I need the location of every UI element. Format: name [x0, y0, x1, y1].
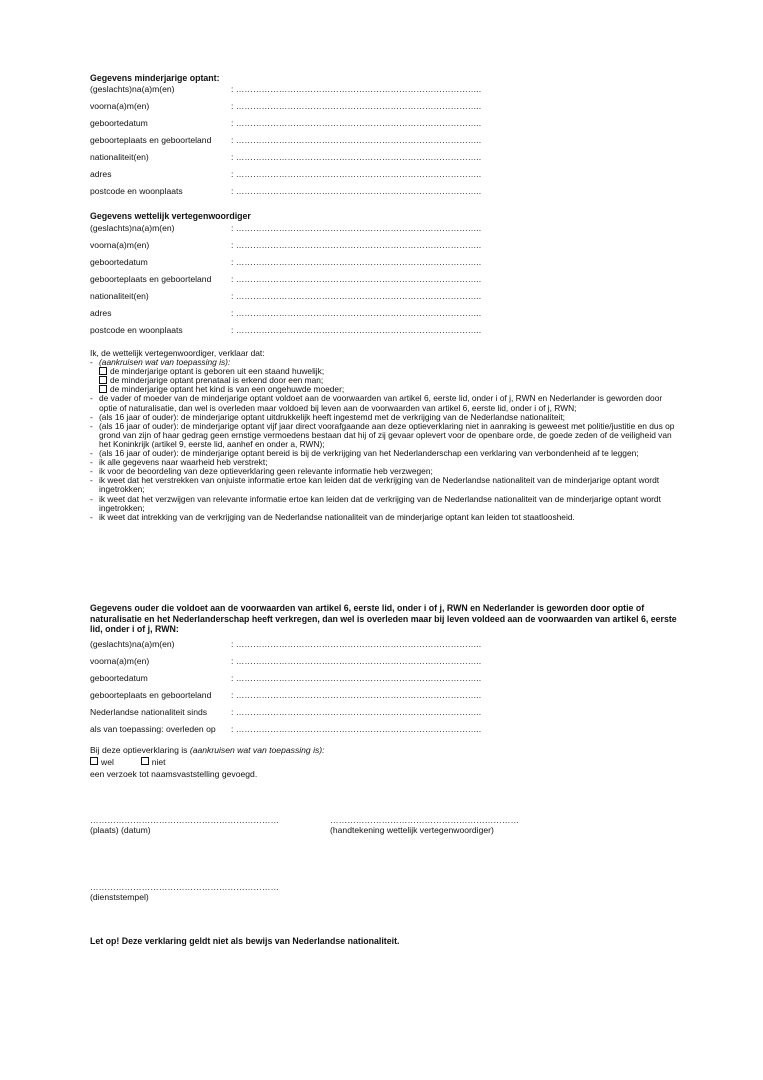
option-label: de minderjarige optant is geboren uit een staand huwelijk; [110, 366, 325, 377]
parent-field-row [90, 689, 481, 701]
declaration-items [90, 394, 680, 521]
declaration-item-text: de vader of moeder van de minderjarige optant voldoet aan de voorwaarden van artikel 6, eerste lid, onder i of j, RWN en Nederlander is geworden door optie of naturalisatie, dan wel is overleden maar voldoed bij leven aan de voorwaarden van artikel 6, eerste lid, onder i of j, RWN; [99, 393, 663, 413]
dash-marker: - [90, 448, 93, 459]
declaration-item-text: (als 16 jaar of ouder): de minderjarige optant vijf jaar direct voorafgaande aan deze optieverklaring niet in aanraking is geweest met politie/justitie en dus op grond van zijn of haar gedrag geen ernstige vermoedens bestaan dat hij of zij gevaar oplevert voor de openbare orde, de goede zeden of de veiligheid van het Koninkrijk (artikel 9, eerste lid, aanhef en onder a, RWN); [99, 420, 675, 449]
option-yes-label: wel [101, 757, 114, 767]
field-input-line[interactable]: : ………………………………………………………………………….. [231, 690, 482, 700]
option-label: de minderjarige optant prenataal is erkend door een man; [110, 375, 324, 386]
declaration-block [90, 349, 680, 522]
field-input-line[interactable]: : ………………………………………………………………………….. [231, 186, 482, 196]
parent-field-row [90, 655, 481, 667]
checkbox-icon[interactable] [99, 367, 107, 375]
minor-field-row [90, 185, 481, 197]
field-input-line[interactable]: : ………………………………………………………………………….. [231, 673, 482, 683]
parent-field-row [90, 706, 481, 718]
checkbox-icon[interactable] [99, 376, 107, 384]
representative-field-row [90, 222, 481, 234]
notice-text: Let op! Deze verklaring geldt niet als bewijs van Nederlandse nationaliteit. [90, 936, 400, 946]
field-input-line[interactable]: : ………………………………………………………………………….. [231, 308, 482, 318]
field-input-line[interactable]: : ………………………………………………………………………….. [231, 274, 482, 284]
field-label: Nederlandse nationaliteit sinds [90, 707, 208, 717]
minor-field-row [90, 168, 481, 180]
field-input-line[interactable]: : ………………………………………………………………………….. [231, 118, 482, 128]
field-label: voorna(a)m(en) [90, 101, 150, 111]
dash-marker: - [90, 511, 93, 522]
declaration-item-text: ik alle gegevens naar waarheid heb verstrekt; [99, 457, 268, 468]
field-input-line[interactable]: : ………………………………………………………………………….. [231, 724, 482, 734]
name-request-options [90, 757, 166, 768]
declaration-intro: Ik, de wettelijk vertegenwoordiger, verklaar dat: [90, 348, 265, 358]
dash-marker: - [90, 411, 93, 422]
representative-field-row [90, 273, 481, 285]
field-label: (geslachts)na(a)m(en) [90, 639, 175, 649]
field-label: geboortedatum [90, 257, 148, 267]
field-input-line[interactable]: : ………………………………………………………………………….. [231, 240, 482, 250]
field-input-line[interactable]: : ………………………………………………………………………….. [231, 135, 482, 145]
dash-marker: - [90, 420, 93, 431]
field-label: geboorteplaats en geboorteland [90, 690, 212, 700]
field-label: geboortedatum [90, 118, 148, 128]
field-label: adres [90, 308, 112, 318]
minor-field-row [90, 151, 481, 163]
declaration-item [90, 476, 680, 494]
declaration-item-text: ik weet dat intrekking van de verkrijging van de Nederlandse nationaliteit van de minderjarige optant kan leiden tot staatloosheid. [99, 511, 575, 522]
name-request-suffix: een verzoek tot naamsvaststelling gevoegd. [90, 769, 258, 779]
field-label: postcode en woonplaats [90, 186, 183, 196]
representative-field-row [90, 290, 481, 302]
field-label: (geslachts)na(a)m(en) [90, 84, 175, 94]
stamp-line[interactable]: ………………………………………………………… [90, 882, 280, 892]
option-yes[interactable] [90, 757, 114, 767]
representative-field-row [90, 324, 481, 336]
declaration-item [90, 495, 680, 513]
field-label: adres [90, 169, 112, 179]
representative-field-row [90, 239, 481, 251]
declaration-item-text: ik voor de beoordeling van deze optieverklaring geen relevante informatie heb verzwegen; [99, 466, 433, 477]
representative-section-heading: Gegevens wettelijk vertegenwoordiger [90, 211, 251, 221]
minor-field-row [90, 117, 481, 129]
minor-field-row [90, 134, 481, 146]
field-input-line[interactable]: : ………………………………………………………………………….. [231, 152, 482, 162]
minor-field-row [90, 83, 481, 95]
field-input-line[interactable]: : ………………………………………………………………………….. [231, 101, 482, 111]
name-request-prefix: Bij deze optieverklaring is [90, 745, 188, 755]
declaration-item-text: ik weet dat het verstrekken van onjuiste informatie ertoe kan leiden dat de verkrijging van de Nederlandse nationaliteit van de minderjarige optant wordt ingetrokken; [99, 475, 660, 495]
field-input-line[interactable]: : ………………………………………………………………………….. [231, 84, 482, 94]
field-input-line[interactable]: : ………………………………………………………………………….. [231, 223, 482, 233]
option-no[interactable] [141, 757, 166, 767]
field-label: geboortedatum [90, 673, 148, 683]
field-input-line[interactable]: : ………………………………………………………………………….. [231, 291, 482, 301]
field-input-line[interactable]: : ………………………………………………………………………….. [231, 169, 482, 179]
declaration-item-text: (als 16 jaar of ouder): de minderjarige optant bereid is bij de verkrijging van het Nederlanderschap een verklaring van verbondenheid af te leggen; [99, 448, 639, 459]
field-input-line[interactable]: : ………………………………………………………………………….. [231, 257, 482, 267]
option-no-label: niet [151, 757, 166, 767]
dash-marker: - [90, 466, 93, 477]
name-request-line [90, 745, 325, 756]
place-date-label: (plaats) (datum) [90, 825, 151, 835]
parent-field-row [90, 638, 481, 650]
minor-field-row [90, 100, 481, 112]
dash-marker: - [90, 457, 93, 468]
field-label: (geslachts)na(a)m(en) [90, 223, 175, 233]
declaration-item-text: (als 16 jaar of ouder): de minderjarige optant uitdrukkelijk heeft ingestemd met de verkrijging van de Nederlandse nationaliteit; [99, 411, 566, 422]
parent-field-row [90, 672, 481, 684]
parent-field-row [90, 723, 481, 735]
parent-section-heading: Gegevens ouder die voldoet aan de voorwaarden van artikel 6, eerste lid, onder i of j, RWN en Nederlander is geworden door optie of naturalisatie en het Nederlanderschap heeft verkregen, dan wel is overleden maar bij leven voldeed aan de voorwaarden van artikel 6, eerste lid, onder i of j, RWN: [90, 603, 677, 634]
field-label: nationaliteit(en) [90, 291, 149, 301]
declaration-item [90, 394, 680, 412]
checkbox-icon[interactable] [141, 757, 149, 765]
dash-marker: - [90, 357, 93, 368]
signature-line[interactable]: ………………………………………………………… [330, 815, 520, 825]
checkbox-icon[interactable] [99, 385, 107, 393]
field-input-line[interactable]: : ………………………………………………………………………….. [231, 639, 482, 649]
field-input-line[interactable]: : ………………………………………………………………………….. [231, 656, 482, 666]
field-label: nationaliteit(en) [90, 152, 149, 162]
field-label: geboorteplaats en geboorteland [90, 135, 212, 145]
declaration-item [90, 422, 680, 449]
field-label: voorna(a)m(en) [90, 656, 150, 666]
field-label: postcode en woonplaats [90, 325, 183, 335]
field-label: geboorteplaats en geboorteland [90, 274, 212, 284]
dash-marker: - [90, 475, 93, 486]
representative-field-row [90, 307, 481, 319]
field-input-line[interactable]: : ………………………………………………………………………….. [231, 325, 482, 335]
place-date-line[interactable]: ………………………………………………………… [90, 815, 280, 825]
choose-instruction: (aankruisen wat van toepassing is): [99, 357, 231, 368]
option-label: de minderjarige optant het kind is van een ongehuwde moeder; [110, 384, 345, 395]
field-label: voorna(a)m(en) [90, 240, 150, 250]
minor-section-heading: Gegevens minderjarige optant: [90, 73, 220, 83]
checkbox-icon[interactable] [90, 757, 98, 765]
stamp-label: (dienststempel) [90, 892, 149, 902]
name-request-instruction: (aankruisen wat van toepassing is): [189, 745, 325, 755]
dash-marker: - [90, 493, 93, 504]
dash-marker: - [90, 393, 93, 404]
declaration-item [90, 513, 680, 522]
field-input-line[interactable]: : ………………………………………………………………………….. [231, 707, 482, 717]
field-label: als van toepassing: overleden op [90, 724, 216, 734]
declaration-item-text: ik weet dat het verzwijgen van relevante informatie ertoe kan leiden dat de verkrijging van de Nederlandse nationaliteit van de minderjarige optant wordt ingetrokken; [99, 493, 661, 513]
representative-field-row [90, 256, 481, 268]
signature-label: (handtekening wettelijk vertegenwoordiger) [330, 825, 494, 835]
